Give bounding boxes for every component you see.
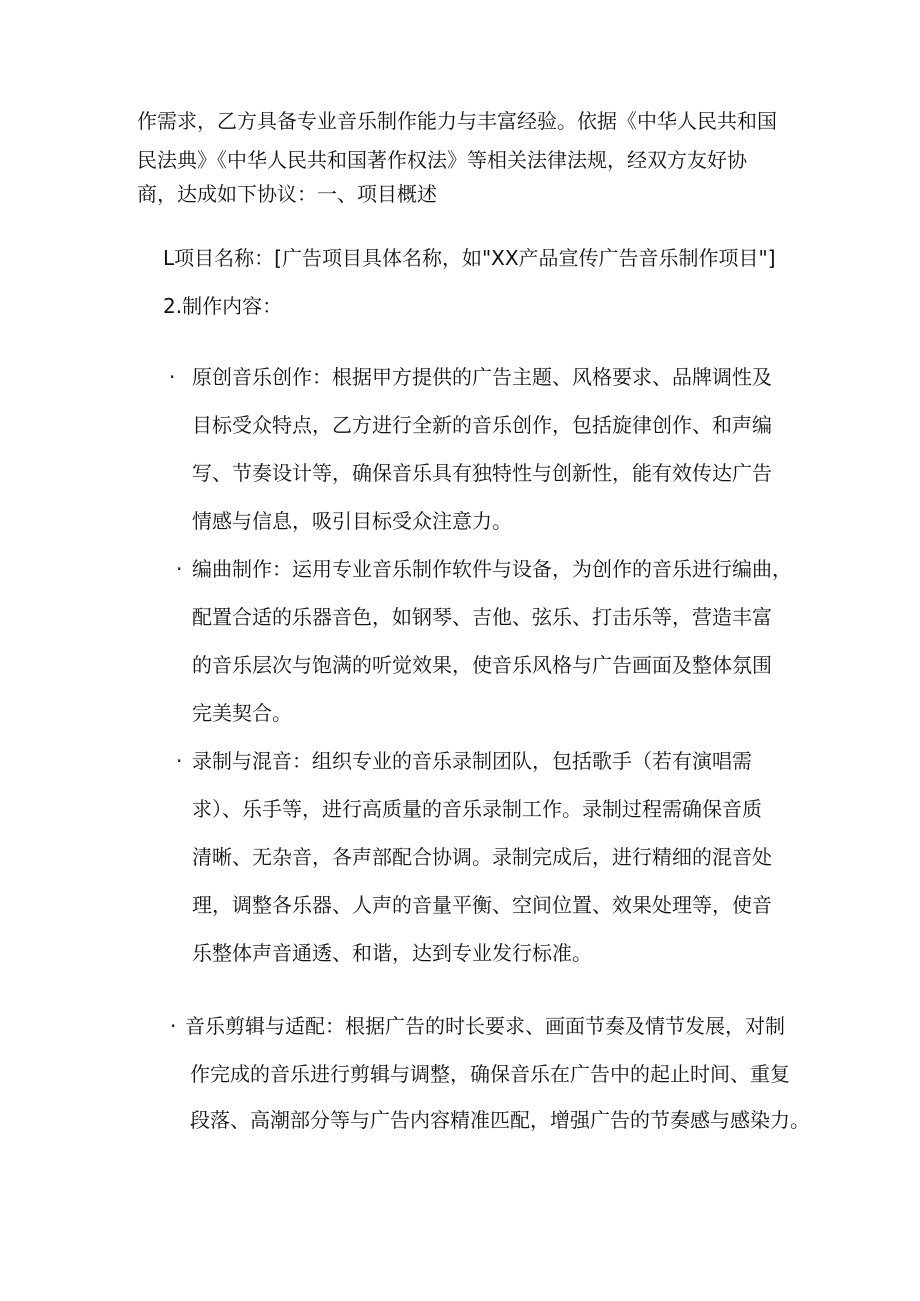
- intro-line: 作需求，乙方具备专业音乐制作能力与丰富经验。依据《中华人民共和国: [137, 109, 777, 133]
- bullet-marker: ·: [170, 1014, 177, 1038]
- bullet-line: 录制与混音：组织专业的音乐录制团队，包括歌手（若有演唱需: [192, 749, 752, 773]
- bullet-line: 求）、乐手等，进行高质量的音乐录制工作。录制过程需确保音质: [192, 797, 762, 821]
- bullet-marker: ·: [176, 557, 183, 581]
- bullet-line: 情感与信息，吸引目标受众注意力。: [192, 509, 512, 533]
- bullet-marker: ·: [169, 365, 176, 389]
- bullet-line: 段落、高潮部分等与广告内容精准匹配，增强广告的节奏感与感染力。: [190, 1108, 810, 1132]
- project-name-item: L项目名称：[广告项目具体名称，如"XX产品宣传广告音乐制作项目"]: [163, 246, 776, 270]
- bullet-marker: ·: [176, 749, 183, 773]
- bullet-line: 目标受众特点，乙方进行全新的音乐创作，包括旋律创作、和声编: [192, 413, 772, 437]
- bullet-line: 的音乐层次与饱满的听觉效果，使音乐风格与广告画面及整体氛围: [192, 653, 772, 677]
- bullet-line: 写、节奏设计等，确保音乐具有独特性与创新性，能有效传达广告: [192, 461, 772, 485]
- bullet-line: 理，调整各乐器、人声的音量平衡、空间位置、效果处理等，使音: [192, 893, 772, 917]
- production-content-heading: 2.制作内容：: [163, 294, 283, 318]
- intro-line: 商，达成如下协议：一、项目概述: [137, 182, 437, 206]
- bullet-line: 乐整体声音通透、和谐，达到专业发行标准。: [192, 941, 592, 965]
- bullet-line: 编曲制作：运用专业音乐制作软件与设备，为创作的音乐进行编曲，: [192, 557, 792, 581]
- bullet-line: 完美契合。: [192, 701, 292, 725]
- bullet-line: 配置合适的乐器音色，如钢琴、吉他、弦乐、打击乐等，营造丰富: [192, 605, 772, 629]
- bullet-line: 原创音乐创作：根据甲方提供的广告主题、风格要求、品牌调性及: [192, 365, 772, 389]
- bullet-line: 作完成的音乐进行剪辑与调整，确保音乐在广告中的起止时间、重复: [190, 1062, 790, 1086]
- intro-line: 民法典》《中华人民共和国著作权法》等相关法律法规，经双方友好协: [137, 148, 747, 172]
- bullet-line: 清晰、无杂音，各声部配合协调。录制完成后，进行精细的混音处: [192, 845, 772, 869]
- bullet-line: 音乐剪辑与适配：根据广告的时长要求、画面节奏及情节发展，对制: [185, 1014, 785, 1038]
